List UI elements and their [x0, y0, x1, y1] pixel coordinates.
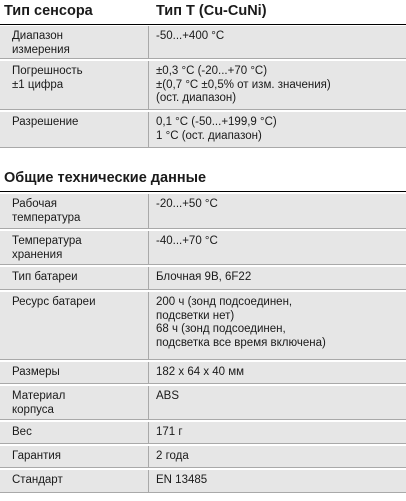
column-divider — [148, 422, 149, 443]
row-label: Размеры — [12, 366, 60, 378]
column-divider — [148, 112, 149, 147]
table-row — [0, 231, 406, 265]
row-value: -20...+50 °C — [156, 198, 218, 210]
column-divider — [148, 61, 149, 109]
row-value: 0,1 °C (-50...+199,9 °C) 1 °C (ост. диапазон) — [156, 116, 277, 142]
sensor-table-header — [0, 0, 406, 25]
row-label: Разрешение — [12, 116, 79, 128]
row-label: Диапазон измерения — [12, 30, 70, 56]
row-label: Тип батареи — [12, 271, 78, 283]
row-value: 171 г — [156, 426, 183, 438]
row-label: Материал корпуса — [12, 390, 66, 416]
table-row — [0, 267, 406, 290]
row-label: Стандарт — [12, 474, 63, 486]
row-label: Рабочая температура — [12, 198, 81, 224]
row-label: Вес — [12, 426, 32, 438]
row-value: 200 ч (зонд подсоединен, подсветки нет) 68 ч (зонд подсоединен, подсветка все время включена) — [156, 296, 326, 349]
table-row — [0, 470, 406, 493]
table-row — [0, 422, 406, 444]
row-value: EN 13485 — [156, 474, 208, 486]
row-value: -50...+400 °C — [156, 30, 225, 42]
column-divider — [148, 194, 149, 228]
row-label: Гарантия — [12, 450, 62, 462]
sensor-type-heading: Тип сенсора — [4, 3, 93, 19]
table-row — [0, 26, 406, 59]
table-row — [0, 292, 406, 360]
table-row — [0, 446, 406, 468]
column-divider — [148, 292, 149, 359]
section-title: Общие технические данные — [4, 170, 207, 186]
row-label: Погрешность ±1 цифра — [12, 65, 83, 91]
row-label: Температура хранения — [12, 235, 82, 261]
row-value: 2 года — [156, 450, 189, 462]
sensor-type-value: Тип T (Cu-CuNi) — [156, 3, 267, 19]
column-divider — [148, 231, 149, 264]
section-divider — [0, 191, 406, 192]
row-value: Блочная 9В, 6F22 — [156, 271, 252, 283]
column-divider — [148, 26, 149, 58]
column-divider — [148, 267, 149, 289]
row-value: ±0,3 °C (-20...+70 °C) ±(0,7 °C ±0,5% от изм. значения) (ост. диапазон) — [156, 65, 331, 104]
row-value: ABS — [156, 390, 180, 402]
row-value: -40...+70 °C — [156, 235, 218, 247]
row-value: 182 x 64 x 40 мм — [156, 366, 245, 378]
column-divider — [148, 386, 149, 419]
table-row — [0, 386, 406, 420]
table-row — [0, 194, 406, 229]
column-divider — [148, 446, 149, 467]
column-divider — [148, 362, 149, 383]
table-row — [0, 61, 406, 110]
table-row — [0, 362, 406, 384]
column-divider — [148, 470, 149, 492]
table-row — [0, 112, 406, 148]
row-label: Ресурс батареи — [12, 296, 96, 308]
